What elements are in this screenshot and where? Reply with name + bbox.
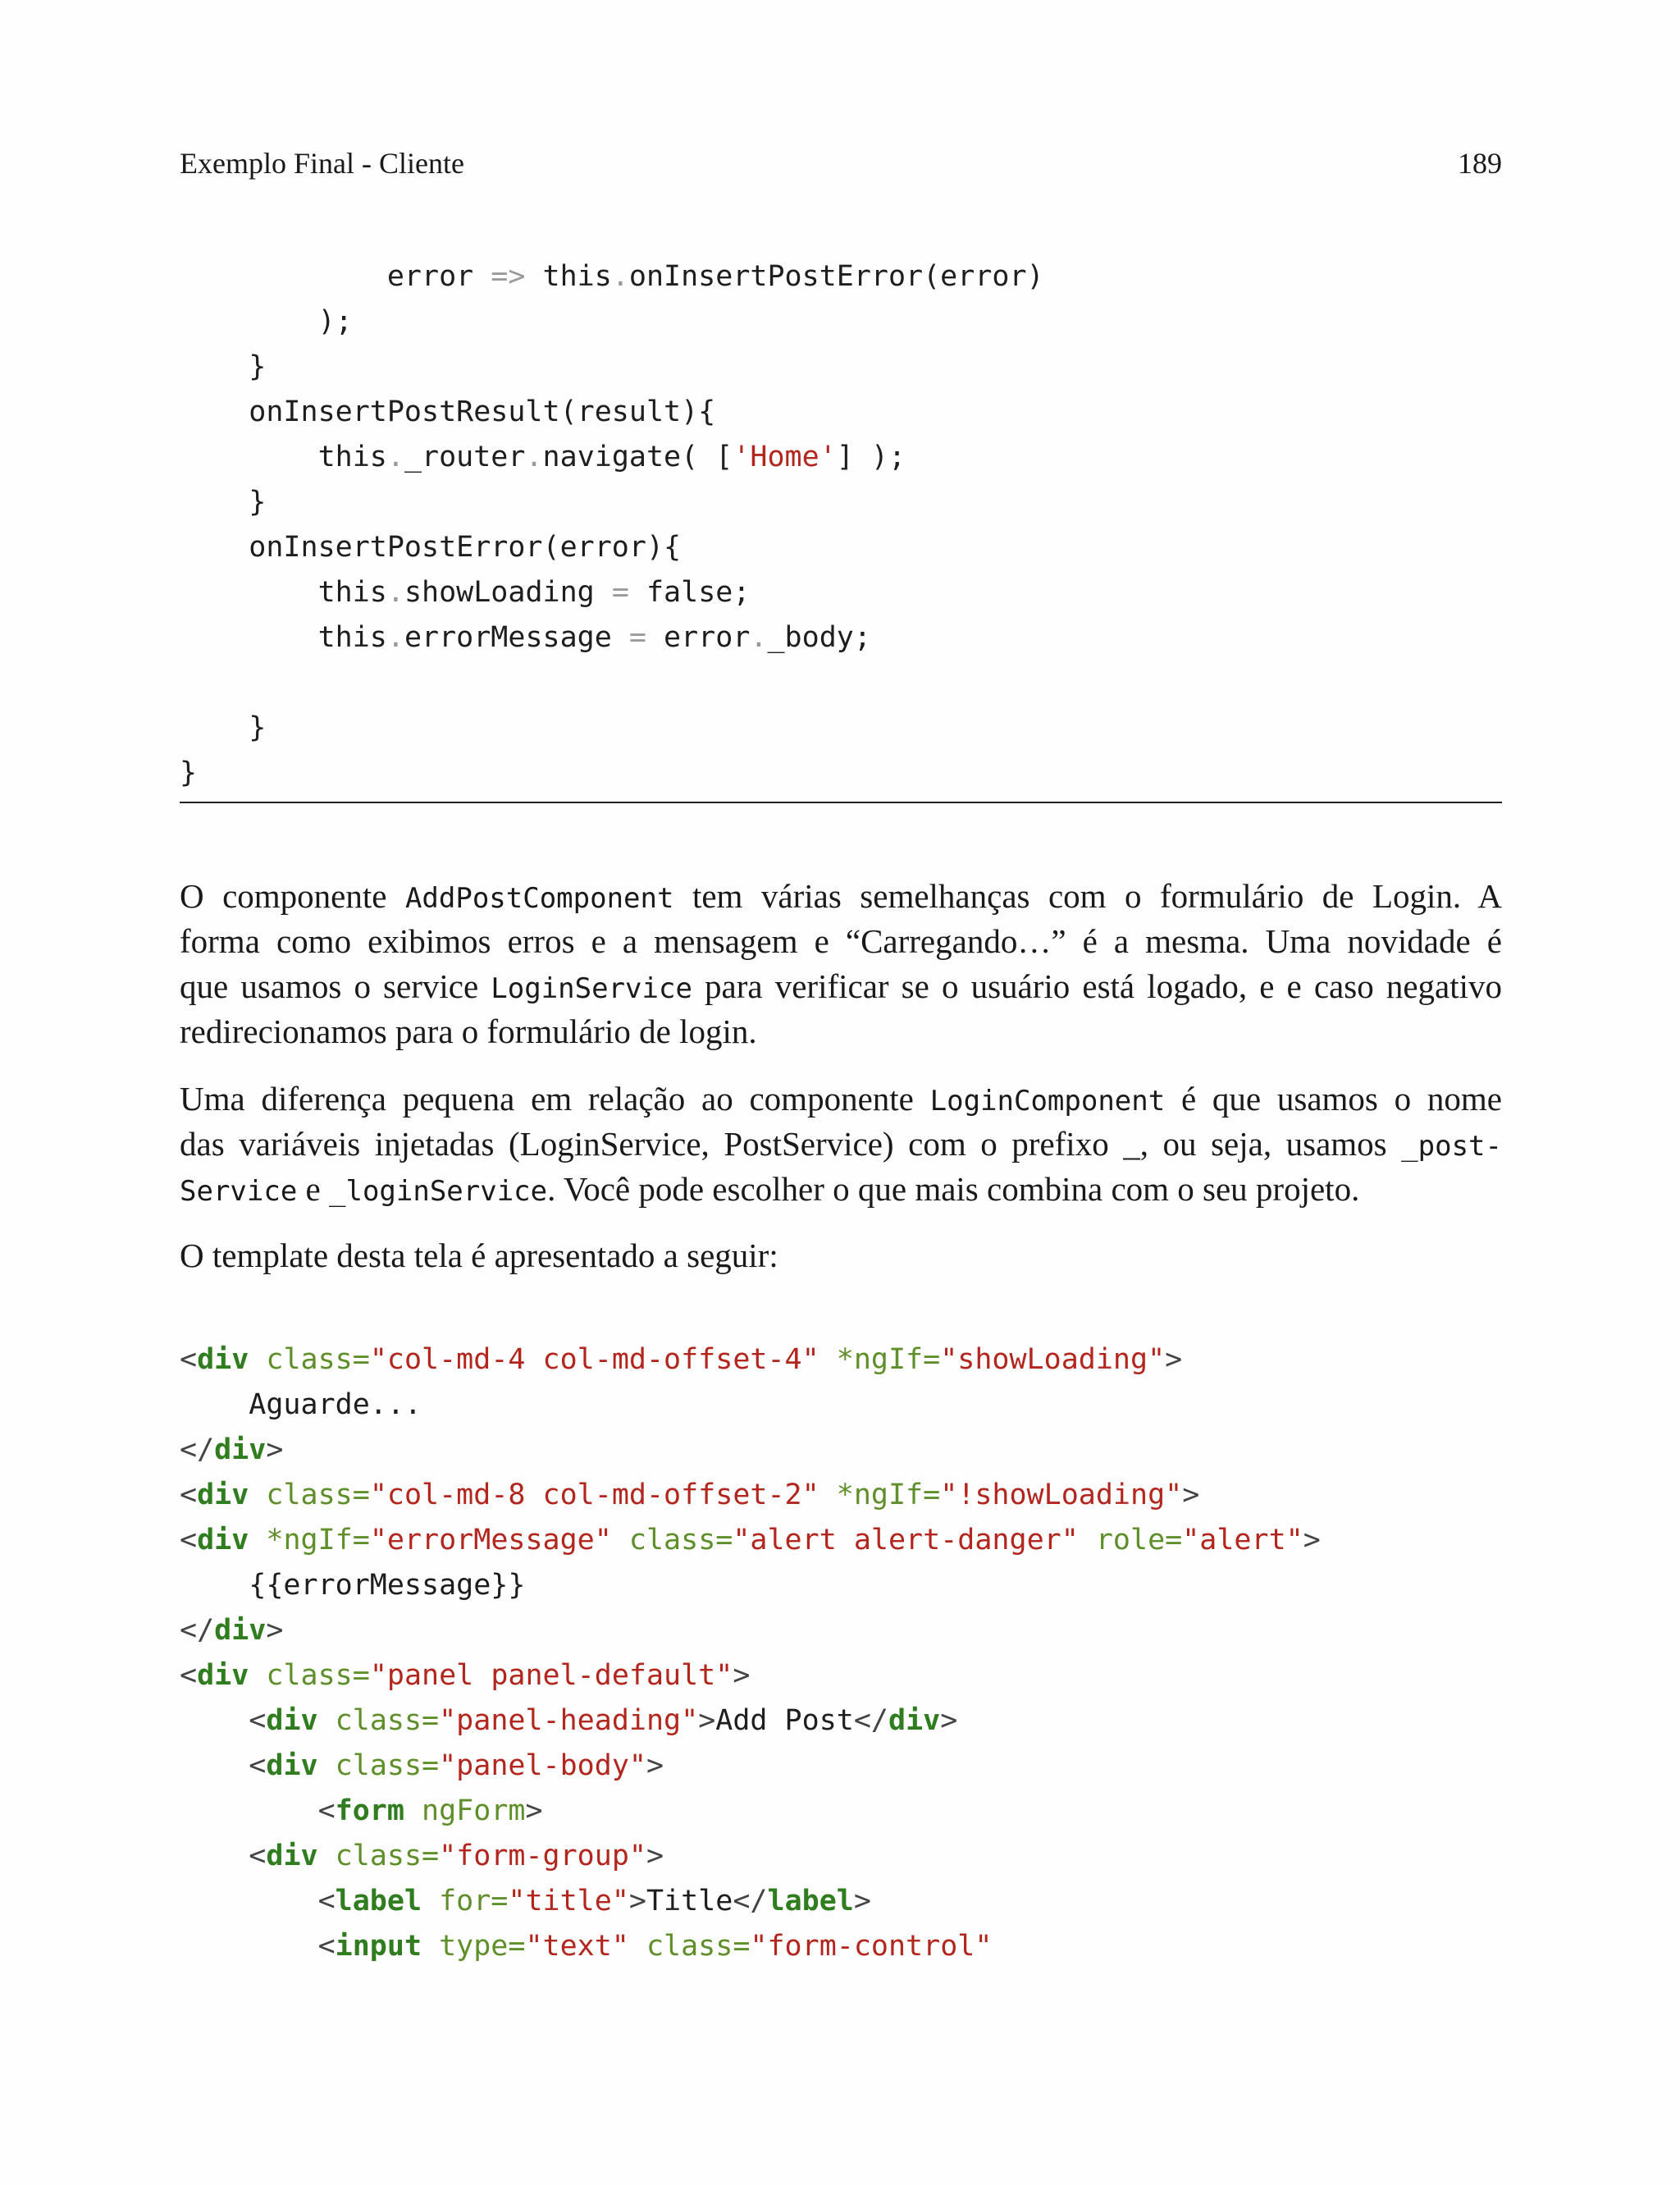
paragraph-line [180, 874, 1502, 919]
code-token: this [180, 576, 387, 609]
chapter-title: Exemplo Final - Cliente [180, 147, 464, 180]
code-token: > [266, 1614, 284, 1647]
code-token [318, 1840, 336, 1872]
text-run: é que usamos o nome [1165, 1080, 1503, 1118]
code-token: div [888, 1704, 941, 1737]
code-line [180, 615, 1502, 661]
code-token: "showLoading" [940, 1343, 1166, 1376]
paragraph-line [180, 1122, 1502, 1167]
inline-code: _post- [1401, 1130, 1502, 1163]
code-token: _body; [767, 621, 871, 654]
code-token: Aguarde... [180, 1388, 422, 1421]
code-token: class= [266, 1479, 370, 1511]
code-token: onInsertPostError(error) [628, 260, 1044, 293]
code-line [180, 1744, 1502, 1789]
code-token: > [646, 1749, 664, 1782]
code-token: > [698, 1704, 716, 1737]
inline-code: Service [180, 1175, 298, 1208]
code-token: class= [335, 1749, 440, 1782]
code-line [180, 1337, 1502, 1383]
code-token: < [249, 1749, 267, 1782]
code-line [180, 299, 1502, 345]
text-run: O componente [180, 877, 405, 915]
code-token [629, 1930, 646, 1963]
text-run: e [297, 1170, 329, 1208]
code-line [180, 1563, 1502, 1608]
code-token: "col-md-8 col-md-offset-2" [369, 1479, 819, 1511]
code-token [1079, 1524, 1096, 1556]
code-token: } [180, 350, 267, 383]
code-token: "errorMessage" [369, 1524, 612, 1556]
paragraph-addpost-component [180, 874, 1502, 1054]
code-token: class= [266, 1343, 370, 1376]
code-token: < [180, 1343, 198, 1376]
code-token [249, 1524, 266, 1556]
code-token [422, 1930, 439, 1963]
code-token: class= [628, 1524, 733, 1556]
code-token [180, 1840, 249, 1872]
code-token: onInsertPostResult(result){ [180, 395, 716, 428]
code-token: < [317, 1930, 336, 1963]
code-token: Title [646, 1885, 733, 1918]
paragraph-line [180, 964, 1502, 1009]
text-run: das variáveis injetadas (LoginService, PostService) com o prefixo _, ou seja, usamos [180, 1125, 1402, 1163]
code-token: < [180, 1659, 198, 1692]
code-line [180, 1789, 1502, 1834]
code-token: </ [853, 1704, 888, 1737]
code-token: > [853, 1885, 871, 1918]
paragraph-line [180, 1233, 1502, 1278]
code-token: "!showLoading" [940, 1479, 1183, 1511]
code-token: class= [335, 1704, 440, 1737]
code-block-typescript [180, 254, 1502, 796]
code-token: div [214, 1614, 267, 1647]
code-token: } [180, 757, 198, 789]
code-token: > [1165, 1343, 1183, 1376]
code-token: error [180, 260, 491, 293]
code-token: "panel panel-default" [369, 1659, 733, 1692]
code-token: div [197, 1343, 249, 1376]
text-run: para verificar se o usuário está logado, e e caso negativo [692, 967, 1502, 1005]
code-token: => [491, 260, 526, 293]
code-token: this [180, 441, 387, 473]
code-token: ); [180, 305, 353, 338]
code-token: errorMessage [404, 621, 629, 654]
code-line [180, 570, 1502, 615]
code-token: > [940, 1704, 958, 1737]
text-run: Uma diferença pequena em relação ao componente [180, 1080, 930, 1118]
inline-code: _loginService [329, 1175, 548, 1208]
code-token: input [335, 1930, 422, 1963]
code-token: > [525, 1794, 543, 1827]
code-line [180, 345, 1502, 390]
code-token: "panel-body" [439, 1749, 646, 1782]
code-token: "form-group" [439, 1840, 646, 1872]
text-run: redirecionamos para o formulário de login. [180, 1013, 757, 1050]
code-token: < [180, 1524, 198, 1556]
code-token: *ngIf= [836, 1479, 941, 1511]
code-line [180, 751, 1502, 796]
paragraph-line [180, 919, 1502, 964]
code-line [180, 1653, 1502, 1698]
code-token: . [386, 441, 404, 473]
code-token [180, 1749, 249, 1782]
paragraph-line [180, 1077, 1502, 1122]
code-token [819, 1479, 837, 1511]
code-token: for= [439, 1885, 509, 1918]
code-token: < [249, 1840, 267, 1872]
code-block-html-template [180, 1337, 1502, 1969]
code-token: < [249, 1704, 267, 1737]
code-token: type= [439, 1930, 526, 1963]
inline-code: AddPostComponent [404, 882, 674, 915]
code-token: div [266, 1840, 318, 1872]
code-token: onInsertPostError(error){ [180, 531, 682, 564]
code-token: div [266, 1749, 318, 1782]
code-token: } [180, 486, 267, 519]
text-run: tem várias semelhanças com o formulário de Login. A [673, 877, 1502, 915]
inline-code: LoginComponent [929, 1085, 1166, 1118]
code-token: class= [646, 1930, 751, 1963]
code-line [180, 706, 1502, 751]
code-block-divider [180, 802, 1502, 803]
code-line [180, 480, 1502, 525]
code-line [180, 1834, 1502, 1879]
code-line [180, 1383, 1502, 1428]
code-token [318, 1704, 336, 1737]
code-line [180, 661, 1502, 706]
code-token: </ [180, 1614, 215, 1647]
code-token: = [611, 576, 629, 609]
code-token: _router [404, 441, 526, 473]
code-token: . [611, 260, 629, 293]
paragraph-line [180, 1009, 1502, 1054]
code-token: "col-md-4 col-md-offset-4" [369, 1343, 819, 1376]
code-token [249, 1343, 266, 1376]
code-token: </ [733, 1885, 768, 1918]
code-token: label [335, 1885, 422, 1918]
code-line [180, 254, 1502, 299]
code-token: div [197, 1524, 249, 1556]
code-line [180, 1608, 1502, 1653]
code-token: {{errorMessage}} [180, 1569, 526, 1602]
text-run: que usamos o service [180, 967, 491, 1005]
code-line [180, 525, 1502, 570]
code-token: Add Post [715, 1704, 854, 1737]
code-token: > [628, 1885, 646, 1918]
code-token: < [317, 1794, 336, 1827]
code-token: "panel-heading" [439, 1704, 699, 1737]
code-token [249, 1659, 266, 1692]
code-token: "form-control" [750, 1930, 993, 1963]
text-run: O template desta tela é apresentado a seguir: [180, 1236, 778, 1274]
paragraph-login-component-difference [180, 1077, 1502, 1212]
code-token [422, 1885, 439, 1918]
code-token: "title" [508, 1885, 629, 1918]
code-token [612, 1524, 629, 1556]
code-token: . [750, 621, 768, 654]
page-header [180, 146, 1502, 187]
code-token: navigate( [ [542, 441, 733, 473]
code-token [180, 1885, 318, 1918]
code-token: this [180, 621, 387, 654]
code-token: < [317, 1885, 336, 1918]
code-token: class= [335, 1840, 440, 1872]
code-token: "alert" [1182, 1524, 1303, 1556]
code-token: = [628, 621, 646, 654]
code-token [180, 1704, 249, 1737]
code-line [180, 1879, 1502, 1924]
paragraph-template-intro [180, 1233, 1502, 1278]
code-line [180, 1698, 1502, 1744]
code-line [180, 1428, 1502, 1473]
code-token: *ngIf= [266, 1524, 370, 1556]
code-token: form [335, 1794, 404, 1827]
code-token: } [180, 711, 267, 744]
code-token: </ [180, 1433, 215, 1466]
code-token: . [386, 576, 404, 609]
code-line [180, 390, 1502, 435]
code-token: ngForm [422, 1794, 526, 1827]
code-token: . [525, 441, 543, 473]
code-token: div [266, 1704, 318, 1737]
code-token [318, 1749, 336, 1782]
code-line [180, 1518, 1502, 1563]
code-line [180, 1924, 1502, 1969]
code-token: . [386, 621, 404, 654]
code-token [819, 1343, 837, 1376]
code-token [180, 1930, 318, 1963]
code-token: false; [628, 576, 751, 609]
code-token: > [646, 1840, 664, 1872]
code-token: div [197, 1659, 249, 1692]
code-token: ] ); [836, 441, 906, 473]
paragraph-line [180, 1167, 1502, 1212]
code-token: div [214, 1433, 267, 1466]
code-line [180, 435, 1502, 480]
code-token: < [180, 1479, 198, 1511]
code-token: role= [1095, 1524, 1183, 1556]
page-number: 189 [1458, 147, 1502, 180]
code-token: showLoading [404, 576, 612, 609]
inline-code: LoginService [491, 972, 692, 1005]
code-token [404, 1794, 422, 1827]
code-token: label [767, 1885, 854, 1918]
code-token: *ngIf= [836, 1343, 941, 1376]
code-token: 'Home' [733, 441, 837, 473]
code-line [180, 1473, 1502, 1518]
code-token: this [525, 260, 612, 293]
code-token: > [1303, 1524, 1321, 1556]
code-token: div [197, 1479, 249, 1511]
code-token: class= [266, 1659, 370, 1692]
code-token: "text" [525, 1930, 629, 1963]
code-token: > [1182, 1479, 1200, 1511]
code-token [249, 1479, 266, 1511]
text-run: . Você pode escolher o que mais combina com o seu projeto. [547, 1170, 1360, 1208]
code-token: "alert alert-danger" [733, 1524, 1079, 1556]
code-token [180, 1794, 318, 1827]
code-token: error [646, 621, 751, 654]
code-token: > [266, 1433, 284, 1466]
text-run: forma como exibimos erros e a mensagem e “Carregando…” é a mesma. Uma novidade é [180, 922, 1502, 960]
code-token: > [733, 1659, 751, 1692]
